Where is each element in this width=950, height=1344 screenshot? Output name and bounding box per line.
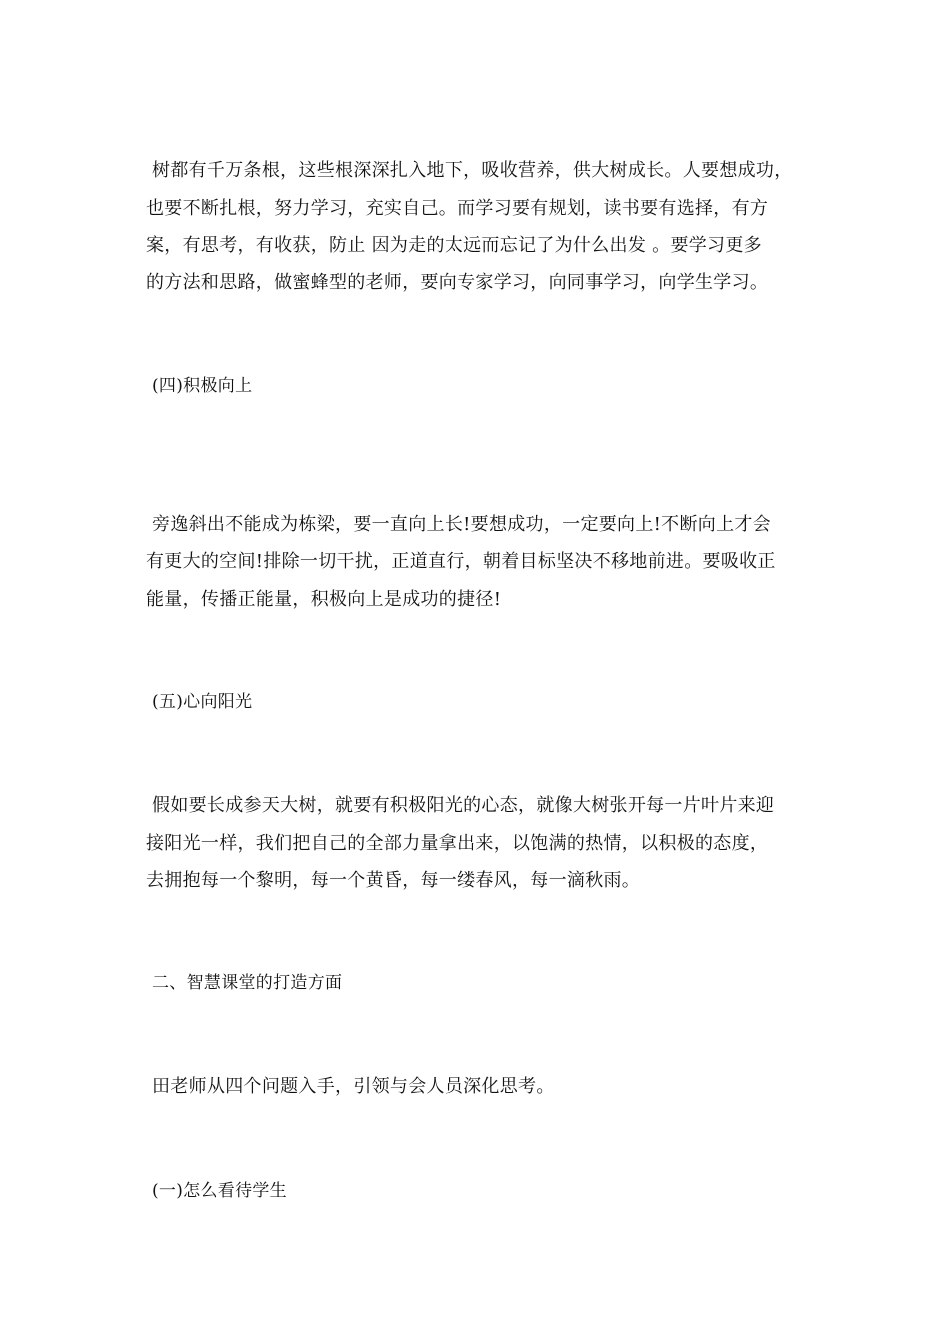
paragraph-3-line-1: 假如要长成参天大树，就要有积极阳光的心态，就像大树张开每一片叶片来迎 (146, 795, 775, 816)
paragraph-1-line-4: 的方法和思路，做蜜蜂型的老师，要向专家学习，向同事学习，向学生学习。 (146, 272, 769, 293)
paragraph-1-line-3: 案，有思考，有收获，防止 因为走的太远而忘记了为什么出发 。要学习更多 (146, 235, 762, 256)
paragraph-4: 田老师从四个问题入手，引领与会人员深化思考。 (146, 1076, 555, 1097)
paragraph-2-line-3: 能量，传播正能量，积极向上是成功的捷径! (146, 589, 502, 610)
paragraph-2-line-2: 有更大的空间!排除一切干扰，正道直行，朝着目标坚决不移地前进。要吸收正 (146, 551, 776, 572)
heading-5: (五)心向阳光 (152, 692, 253, 712)
paragraph-3-line-3: 去拥抱每一个黎明，每一个黄昏，每一缕春风，每一滴秋雨。 (146, 870, 641, 891)
heading-4: (四)积极向上 (152, 376, 253, 396)
paragraph-2-line-1: 旁逸斜出不能成为栋梁，要一直向上长!要想成功，一定要向上!不断向上才会 (146, 514, 771, 535)
paragraph-1-line-2: 也要不断扎根，努力学习，充实自己。而学习要有规划，读书要有选择，有方 (146, 198, 769, 219)
paragraph-3-line-2: 接阳光一样，我们把自己的全部力量拿出来，以饱满的热情，以积极的态度， (146, 833, 769, 854)
paragraph-1-line-1: 树都有千万条根，这些根深深扎入地下，吸收营养，供大树成长。人要想成功， (146, 160, 793, 181)
section-2-heading: 二、智慧课堂的打造方面 (152, 973, 343, 993)
heading-1: (一)怎么看待学生 (152, 1181, 287, 1201)
